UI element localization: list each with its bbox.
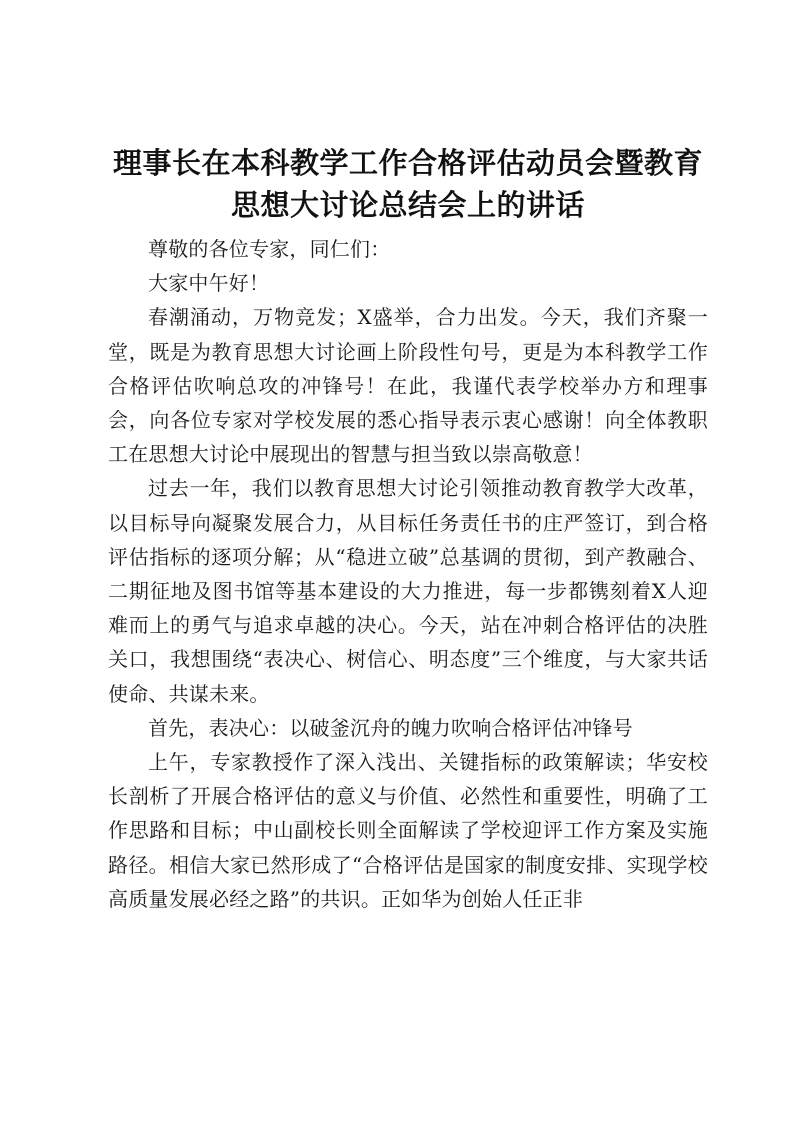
section-heading-first: 首先，表决心：以破釜沉舟的魄力吹响合格评估冲锋号 xyxy=(148,715,633,740)
title-line-1: 理事长在本科教学工作合格评估动员会暨教育 xyxy=(112,146,703,180)
document-body xyxy=(108,232,708,916)
paragraph-review: 过去一年，我们以教育思想大讨论引领推动教育教学大改革，以目标导向凝聚发展合力，从目标任务责任书的庄严签订，到合格评估指标的逐项分解；从“稳进立破”总基调的贯彻，到产教融合、二期征地及图书馆等基本建设的大力推进，每一步都镌刻着X人迎难而上的勇气与追求卓越的决心。今天，站在冲刺合格评估的决胜关口，我想围绕“表决心、树信心、明态度”三个维度，与大家共话使命、共谋未来。 xyxy=(108,476,708,706)
greeting: 大家中午好！ xyxy=(148,271,270,296)
paragraph-opening: 春潮涌动，万物竞发；X盛举，合力出发。今天，我们齐聚一堂，既是为教育思想大讨论画上阶段性句号，更是为本科教学工作合格评估吹响总攻的冲锋号！在此，我谨代表学校举办方和理事会，向各位专家对学校发展的悉心指导表示衷心感谢！向全体教职工在思想大讨论中展现出的智慧与担当致以崇高敬意！ xyxy=(108,305,708,467)
salutation: 尊敬的各位专家，同仁们： xyxy=(148,237,391,261)
title-line-2: 思想大讨论总结会上的讲话 xyxy=(230,188,585,222)
paragraph-morning: 上午，专家教授作了深入浅出、关键指标的政策解读；华安校长剖析了开展合格评估的意义与价值、必然性和重要性，明确了工作思路和目标；中山副校长则全面解读了学校迎评工作方案及实施路径。相信大家已然形成了“合格评估是国家的制度安排、实现学校高质量发展必经之路”的共识。正如华为创始人任正非 xyxy=(108,750,708,911)
document-title xyxy=(100,142,716,226)
